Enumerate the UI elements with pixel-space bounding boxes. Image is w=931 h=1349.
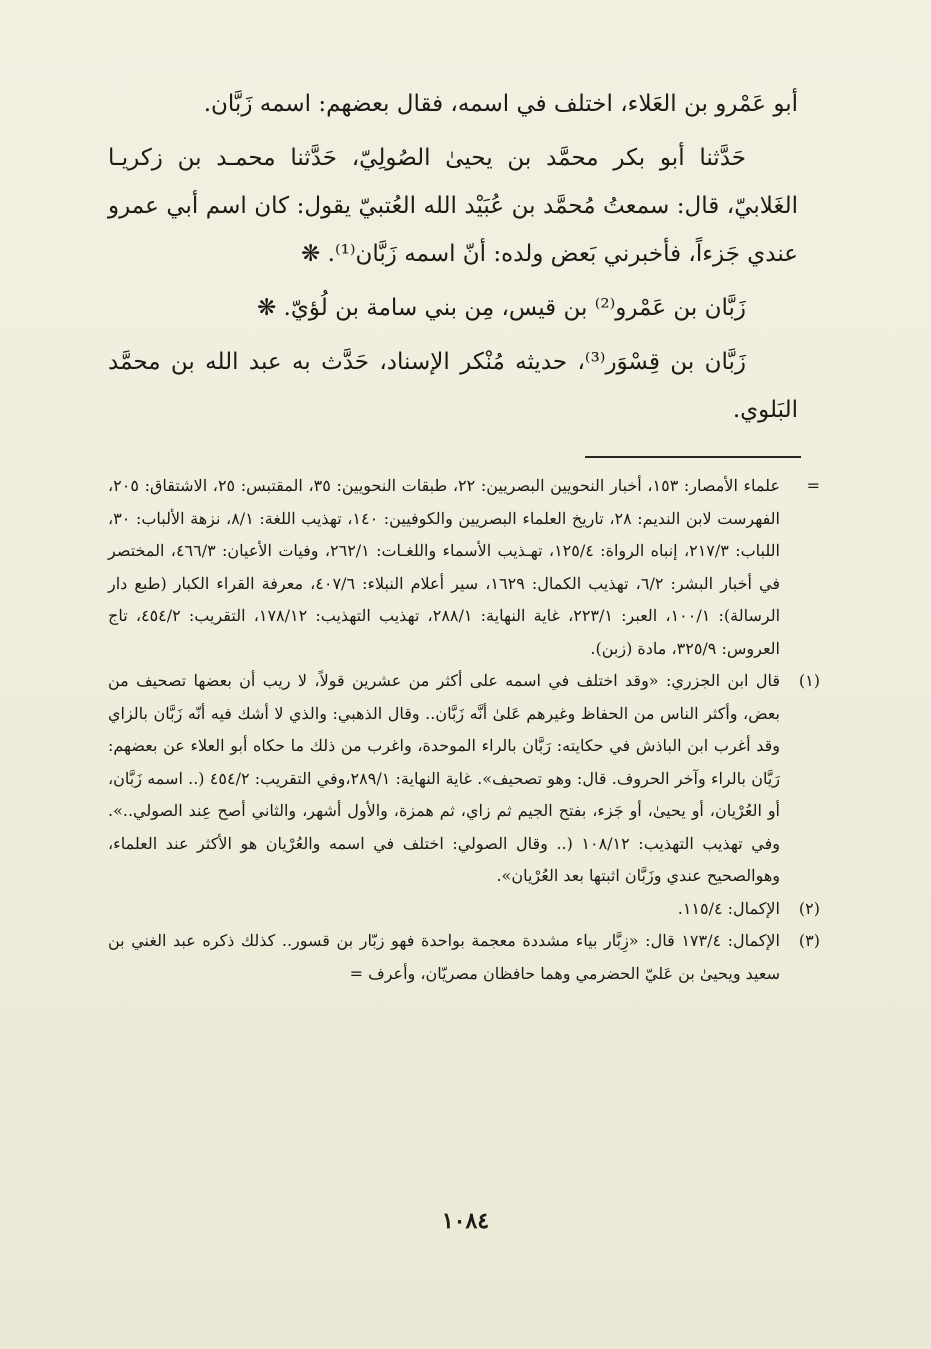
entry-zabban-ibn-qaswar: زَبَّان بن قِسْوَر⁽³⁾، حديثه مُنْكر الإسناد، حَدَّث به عبد الله بن محمَّد البَلوي. [108, 349, 798, 423]
footnote-separator [585, 456, 801, 458]
page-number: ١٠٨٤ [441, 1208, 490, 1234]
isnad-paragraph: حَدَّثنا أبو بكر محمَّد بن يحيىٰ الصُولِيّ، حَدَّثنا محمـد بن زكريـا الغَلابيّ، قال: سمعتُ مُحمَّد بن عُبَيْد الله العُتبيّ يقول: كان اسم أبي عمرو عندي جَزءاً، فأخبرني بَعض ولده: أنّ اسمه زَبَّان⁽¹⁾. ❋ [108, 145, 798, 267]
footnote-mark: (٣) [798, 931, 820, 950]
entry-abu-amr: أبو عَمْرو بن العَلاء، اختلف في اسمه، فقال بعضهم: اسمه زَبَّان. [203, 91, 798, 117]
footnote-text: قال ابن الجزري: «وقد اختلف في اسمه على أكثر من عشرين قولاً، لا ريب أن بعضها تصحيف من بعض، وأكثر الناس من الحفاظ وغيرهم عَلىٰ أنَّه زَبَّان.. وقال الذهبي: والذي لا أشك فيه أنّه زَبَّان بالزاي وقد أغرب ابن الباذش في حكايته: رَبَّان بالراء الموحدة، واغرب من ذلك ما حكاه أبو العلاء عن بعضهم: رَيَّان بالراء وآخر الحروف. قال: وهو تصحيف». غاية النهاية: ٢٨٩/١،وفي التقريب: ٤٥٤/٢ (.. اسمه زَبَّان، أو العُرْيان، أو يحيىٰ، أو جَزء، بفتح الجيم ثم زاي، ثم همزة، والأول أشهر، والثاني أصح عِند الصولي..». وفي تهذيب التهذيب: ١٠٨/١٢ (.. وقال الصولي: اختلف في اسمه والعُرْيان هو الأكثر عند العلماء، وهوالصحيح عندي وزَبَّان اثبتها بعد العُرْيان». [108, 671, 781, 885]
entry-zabban-ibn-amr: زَبَّان بن عَمْرو⁽²⁾ بن قيس، مِن بني سامة بن لُؤيّ. ❋ [256, 295, 746, 321]
footnotes [108, 470, 820, 990]
footnote-continued [108, 470, 820, 665]
footnote-2 [108, 893, 820, 926]
footnote-text: الإكمال: ١١٥/٤. [677, 898, 780, 918]
main-text [108, 80, 798, 440]
footnote-mark: (١) [798, 671, 820, 690]
footnote-mark: (٢) [798, 898, 820, 918]
footnote-3 [108, 925, 820, 990]
footnote-text: الإكمال: ١٧٣/٤ قال: «زِبَّار بياء مشددة معجمة بواحدة فهو زبّار بن قسور.. كذلك ذكره عبد الغني بن سعيد ويحيىٰ بن عَليّ الحضرمي وهما حافظان مصريّان، وأعرف = [108, 931, 780, 983]
footnote-mark: = [806, 476, 820, 495]
footnote-text: علماء الأمصار: ١٥٣، أخبار النحويين البصريين: ٢٢، طبقات النحويين: ٣٥، المقتبس: ٢٥، الاشتقاق: ٢٠٥، الفهرست لابن النديم: ٢٨، تاريخ العلماء البصريين والكوفيين: ١٤٠، تهذيب اللغة: ٨/١، نزهة الألباب: ٣٠، اللباب: ٢١٧/٣، إنباه الرواة: ١٢٥/٤، تهـذيب الأسماء واللغـات: ٢٦٢/١، وفيات الأعيان: ٤٦٦/٣، المختصر في أخبار البشر: ٦/٢، تهذيب الكمال: ١٦٢٩، سير أعلام النبلاء: ٤٠٧/٦، معرفة القراء الكبار (طبع دار الرسالة): ١٠٠/١، العبر: ٢٢٣/١، غاية النهاية: ٢٨٨/١، تهذيب التهذيب: ١٧٨/١٢، التقريب: ٤٥٤/٢، تاج العروس: ٣٢٥/٩، مادة (زبن). [108, 476, 781, 658]
footnote-1 [108, 665, 820, 893]
